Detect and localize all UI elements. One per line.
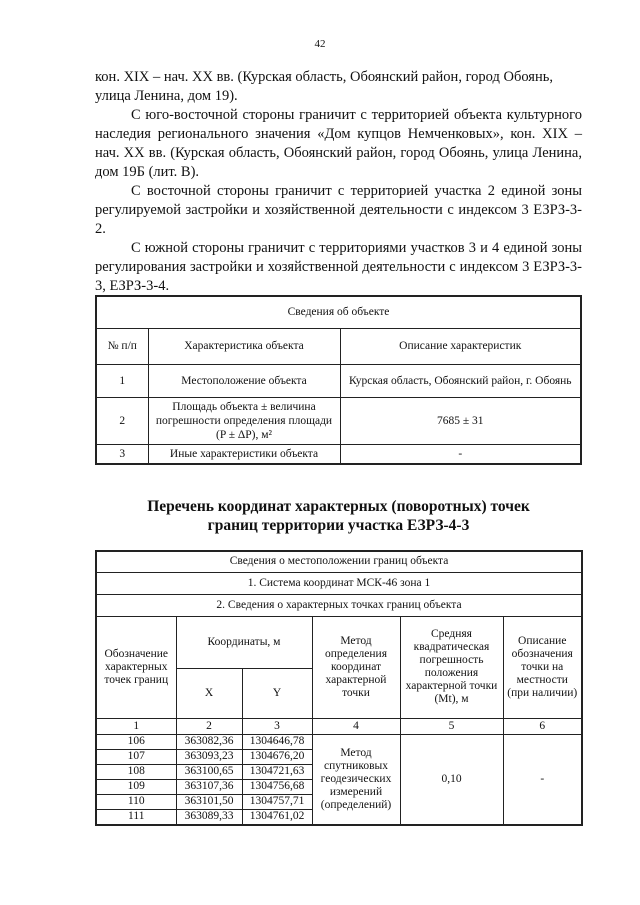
row-value: Курская область, Обоянский район, г. Обоянь [340,364,581,397]
coord-x: 363101,50 [176,794,242,809]
row-num: 2 [96,397,148,444]
coordinate-system: 1. Система координат МСК-46 зона 1 [96,572,582,594]
column-number: 1 [96,718,176,734]
row-num: 3 [96,444,148,464]
row-value: - [340,444,581,464]
object-info-table [95,295,582,465]
table-row [96,364,581,397]
column-number: 6 [503,718,582,734]
row-num: 1 [96,364,148,397]
row-value: 7685 ± 31 [340,397,581,444]
paragraph: С южной стороны граничит с территориями участков 3 и 4 единой зоны регулирования застройки и хозяйственной деятельности с индексом 3 ЕЗРЗ-3-3, ЕЗРЗ-3-4. [95,240,582,294]
row-name: Площадь объекта ± величина погрешности определения площади (P ± ΔP), м² [148,397,340,444]
coord-x: 363082,36 [176,734,242,749]
point-id: 111 [96,809,176,825]
row-name: Местоположение объекта [148,364,340,397]
point-id: 108 [96,764,176,779]
header-description: Описание характеристик [340,328,581,364]
row-name: Иные характеристики объекта [148,444,340,464]
table-row [96,734,582,749]
point-id: 110 [96,794,176,809]
coord-x: 363089,33 [176,809,242,825]
object-table-title: Сведения об объекте [96,296,581,328]
header-characteristic: Характеристика объекта [148,328,340,364]
coord-x: 363100,65 [176,764,242,779]
point-id: 107 [96,749,176,764]
page-number: 42 [314,38,326,50]
table-row [96,444,581,464]
point-id: 106 [96,734,176,749]
paragraph: С восточной стороны граничит с территорией участка 2 единой зоны регулируемой застройки и хозяйственной деятельности с индексом 3 ЕЗРЗ-3-2. [95,183,582,237]
paragraph: кон. XIX – нач. XX вв. (Курская область, Обоянский район, город Обоянь, улица Ленина, дом 19). [95,69,553,104]
header-x: X [176,668,242,718]
header-num: № п/п [96,328,148,364]
header-coordinates: Координаты, м [176,616,312,668]
paragraph: С юго-восточной стороны граничит с территорией объекта культурного наследия регионального значения «Дом купцов Немченковых», кон. XIX – нач. XX вв. (Курская область, Обоянский район, город Обоянь, улица Ленина, дом 19Б (лит. В). [95,107,582,180]
coord-y: 1304721,63 [242,764,312,779]
body-text [95,68,582,296]
header-designation: Обозначение характерных точек границ [96,616,176,718]
coord-y: 1304646,78 [242,734,312,749]
method-value: Метод спутниковых геодезических измерений (определений) [312,734,400,825]
section-title: Сведения о местоположении границ объекта [96,551,582,572]
error-value: 0,10 [400,734,503,825]
header-method: Метод определения координат характерной точки [312,616,400,718]
coord-y: 1304757,71 [242,794,312,809]
coord-y: 1304761,02 [242,809,312,825]
description-value: - [503,734,582,825]
column-number: 5 [400,718,503,734]
title-line: границ территории участка ЕЗРЗ-4-3 [207,517,470,534]
point-id: 109 [96,779,176,794]
header-y: Y [242,668,312,718]
points-title: 2. Сведения о характерных точках границ объекта [96,594,582,616]
coord-y: 1304756,68 [242,779,312,794]
column-number: 3 [242,718,312,734]
table-row [96,397,581,444]
coord-x: 363093,23 [176,749,242,764]
column-number: 4 [312,718,400,734]
header-description: Описание обозначения точки на местности (при наличии) [503,616,582,718]
coord-x: 363107,36 [176,779,242,794]
title-line: Перечень координат характерных (поворотных) точек [147,498,530,515]
coordinates-table [95,550,583,826]
column-number: 2 [176,718,242,734]
coordinates-list-title [95,497,582,535]
coord-y: 1304676,20 [242,749,312,764]
header-error: Средняя квадратическая погрешность положения характерной точки (Mt), м [400,616,503,718]
